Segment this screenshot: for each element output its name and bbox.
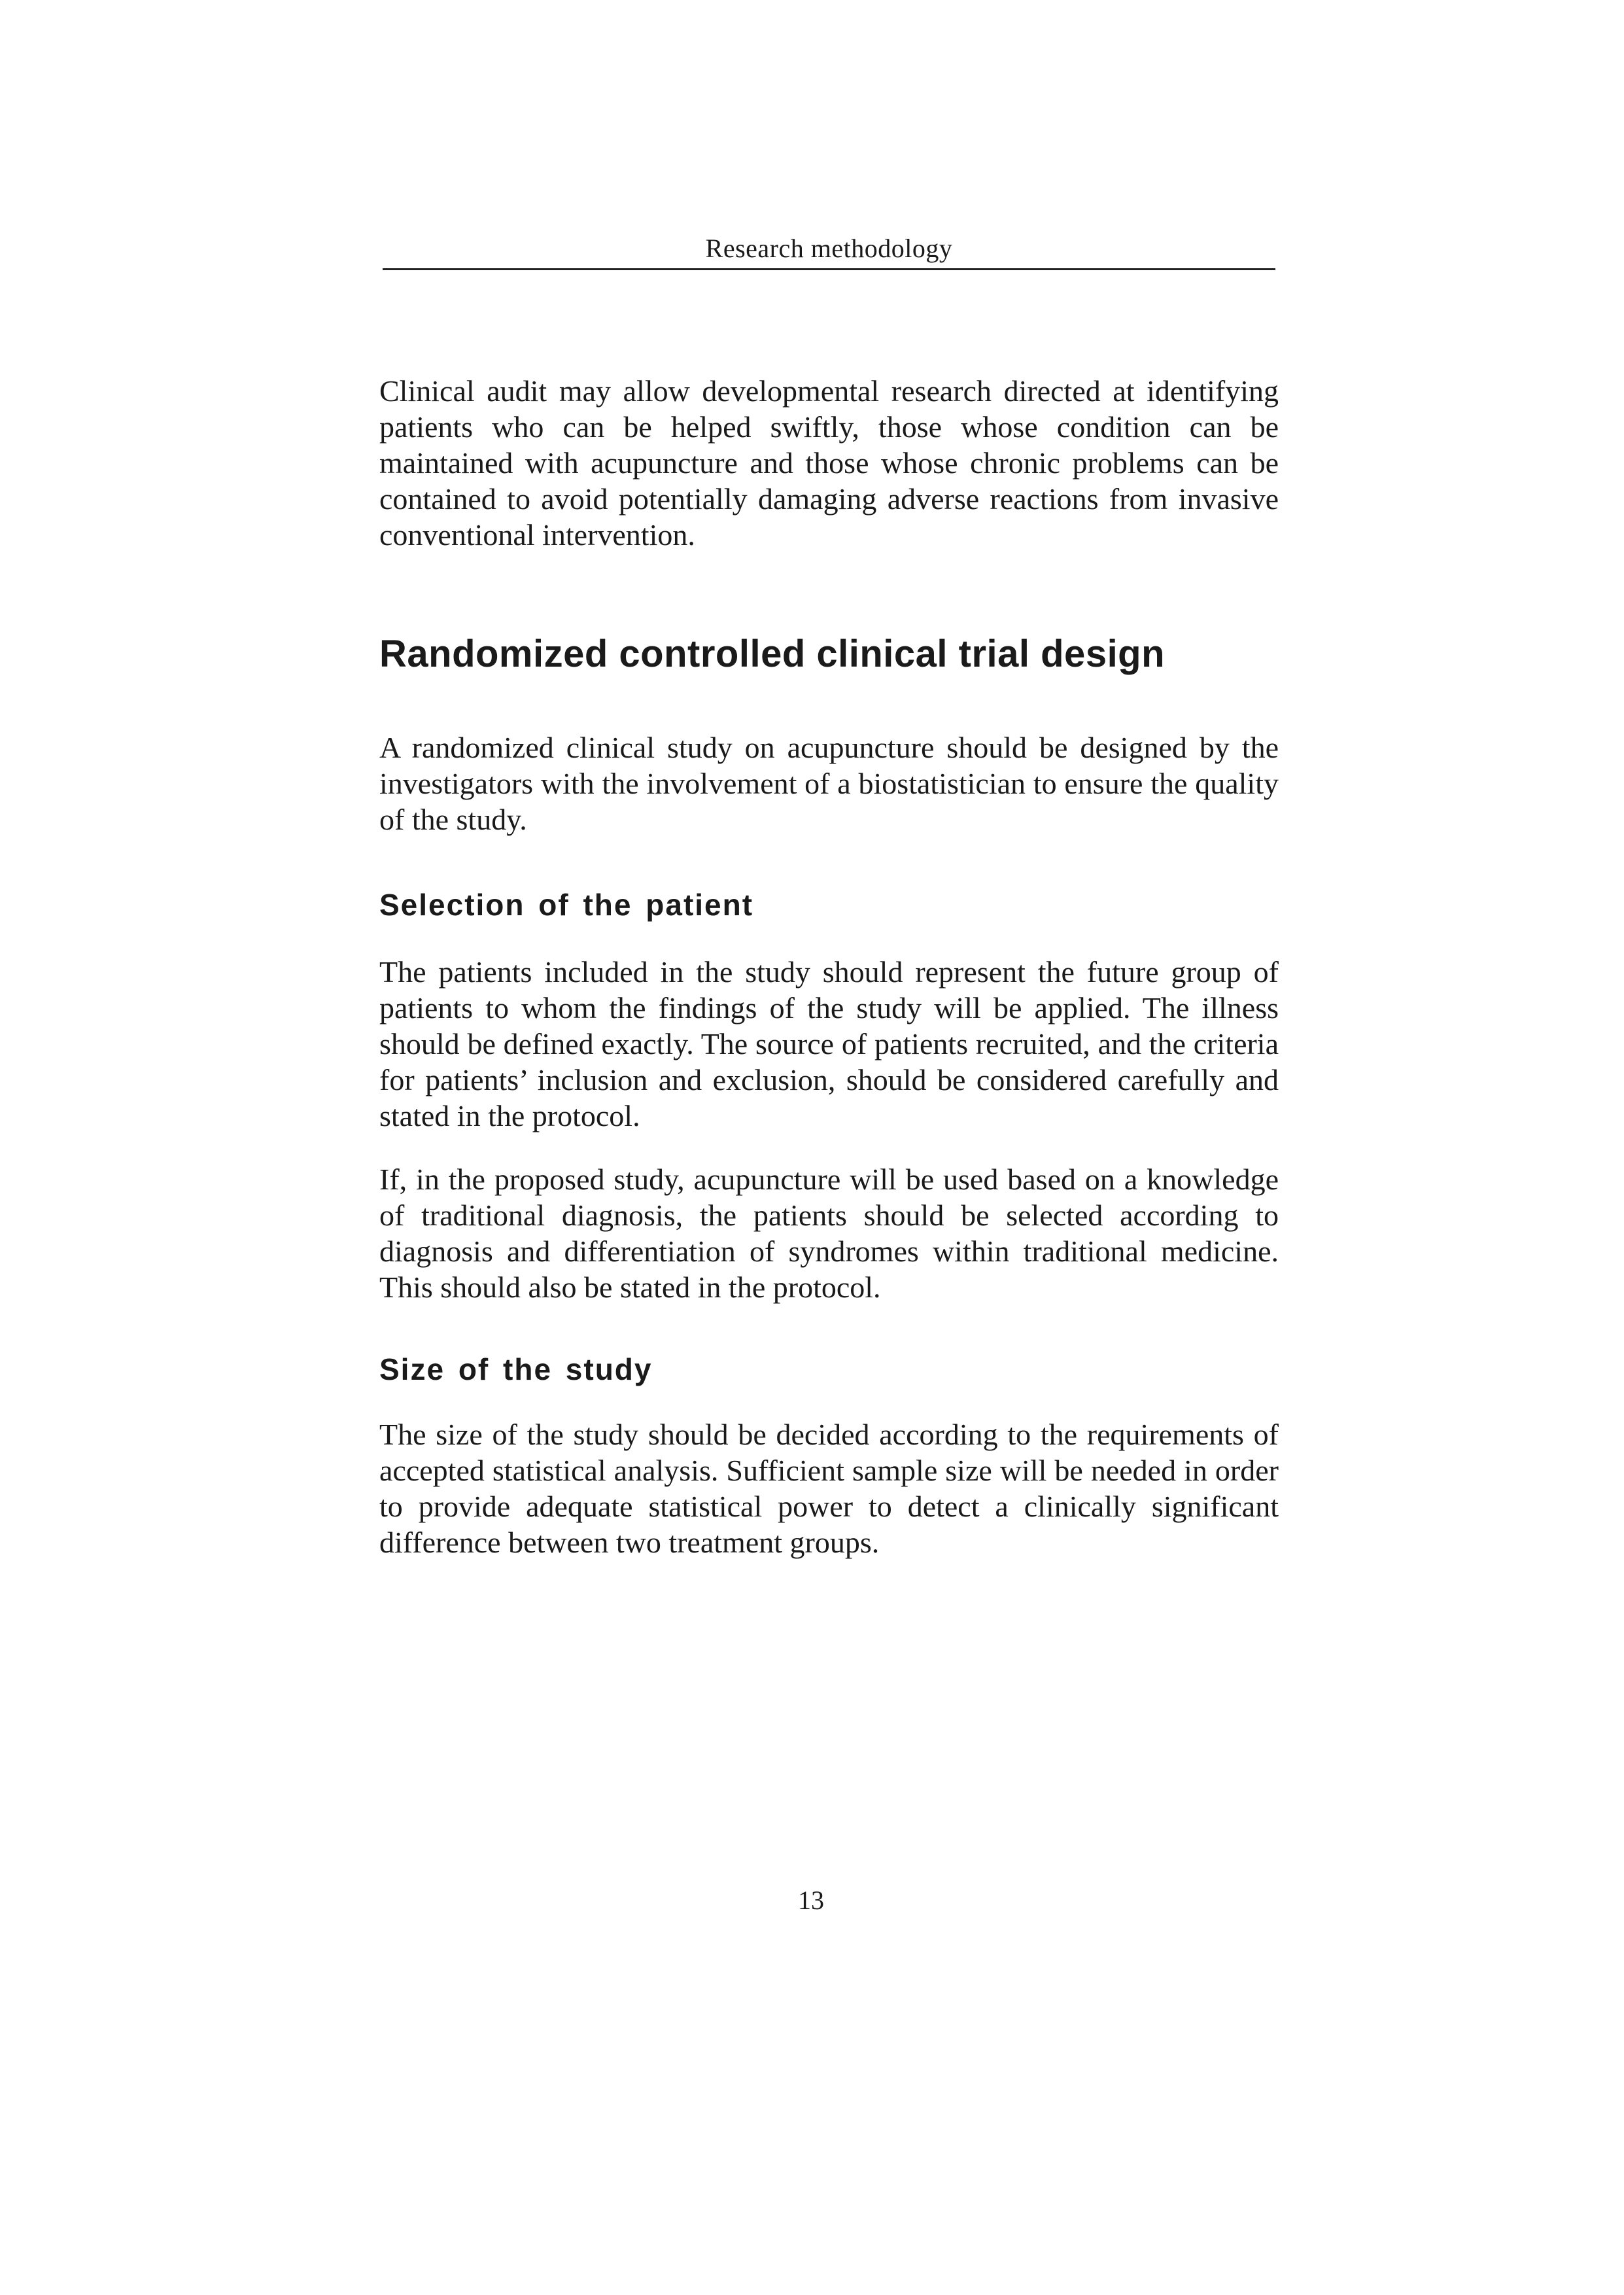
intro-paragraph: Clinical audit may allow developmental research directed at identifying patients who can be helped swiftly, those whose condition can be maintained with acupuncture and those whose chronic problems can be contained to avoid potentially damaging adverse reactions from invasive conventional intervention. — [379, 374, 1279, 552]
size-heading: Size of the study — [379, 1352, 653, 1386]
intro-section — [379, 373, 1279, 553]
header-divider — [383, 268, 1275, 270]
size-block — [379, 1416, 1279, 1560]
page-number: 13 — [798, 1885, 824, 1915]
size-paragraph: The size of the study should be decided according to the requirements of accepted statistical analysis. Sufficient sample size will be needed in order to provide adequate statistical power to detect a clinically significant difference between two treatment groups. — [379, 1418, 1279, 1559]
section-heading: Randomized controlled clinical trial design — [379, 633, 1166, 675]
rct-intro-block — [379, 729, 1279, 837]
selection-block-2 — [379, 1161, 1279, 1305]
selection-subsection — [379, 886, 1279, 923]
selection-paragraph-2: If, in the proposed study, acupuncture will be used based on a knowledge of traditional diagnosis, the patients should be selected according to diagnosis and differentiation of syndromes within traditional medicine. This should also be stated in the protocol. — [379, 1163, 1279, 1304]
rct-section — [379, 631, 1279, 677]
selection-heading: Selection of the patient — [379, 888, 754, 922]
selection-block-1 — [379, 954, 1279, 1134]
size-subsection — [379, 1351, 1279, 1388]
selection-paragraph-1: The patients included in the study should represent the future group of patients to whom the findings of the study will be applied. The illness should be defined exactly. The source of patients recruited, and the criteria for patients’ inclusion and exclusion, should be considered carefully and stated in the protocol. — [379, 955, 1279, 1132]
running-header: Research methodology — [705, 234, 953, 263]
section-paragraph: A randomized clinical study on acupuncture should be designed by the investigators with the involvement of a biostatistician to ensure the quality of the study. — [379, 731, 1279, 836]
